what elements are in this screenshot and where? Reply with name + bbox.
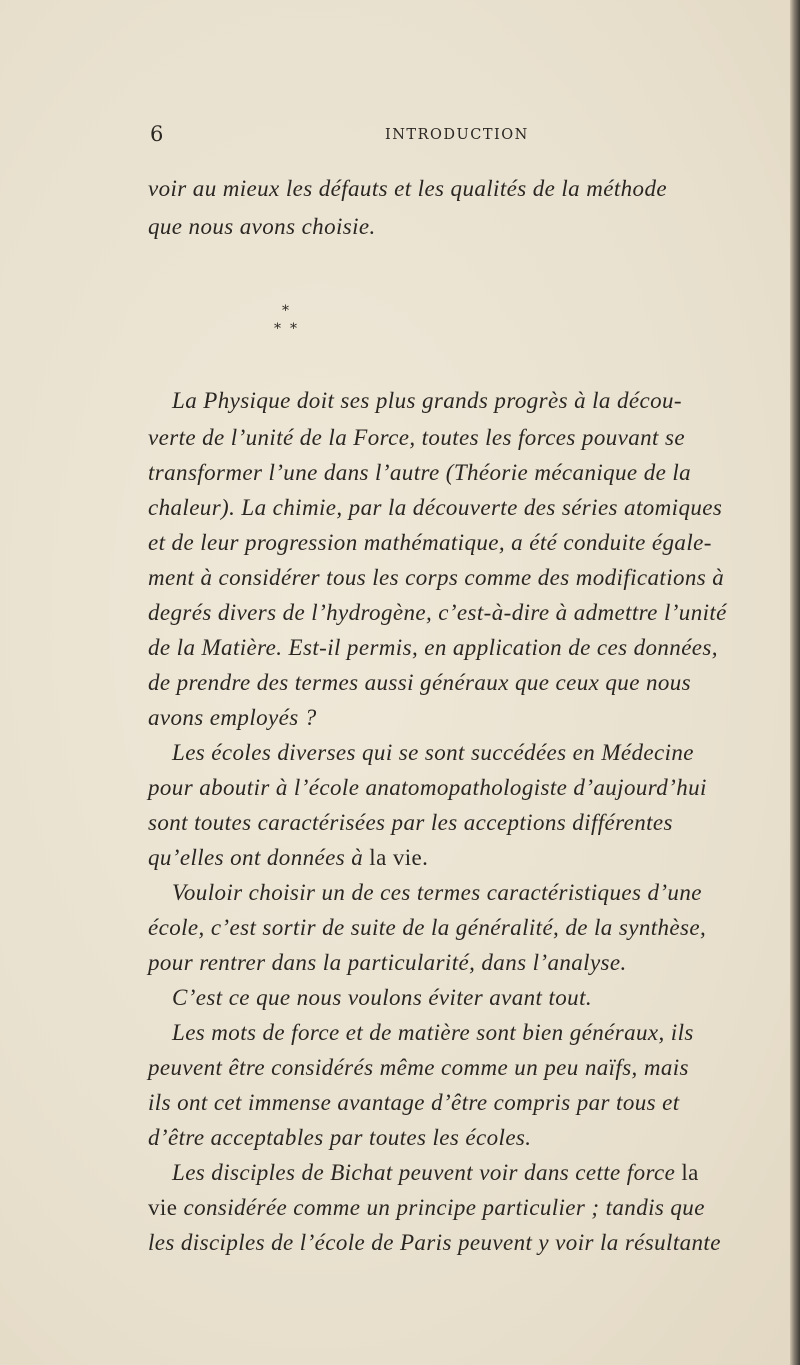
text-fragment-roman: la vie. <box>369 845 429 870</box>
text-line: peuvent être considérés même comme un peu naïfs, mais <box>148 1055 689 1080</box>
asterism-star: * <box>274 321 281 337</box>
text-line <box>148 843 768 873</box>
text-fragment: considérée comme un principe particulier ; tandis que <box>183 1195 705 1220</box>
text-line <box>172 1158 792 1188</box>
text-line: que nous avons choisie. <box>148 214 376 239</box>
text-line: ils ont cet immense avantage d’être compris par tous et <box>148 1090 680 1115</box>
text-line: de la Matière. Est-il permis, en application de ces données, <box>148 635 718 660</box>
text-line: Vouloir choisir un de ces termes caractéristiques d’une <box>172 880 702 905</box>
text-line: les disciples de l’école de Paris peuvent y voir la résultante <box>148 1230 721 1255</box>
text-line: sont toutes caractérisées par les acceptions différentes <box>148 810 673 835</box>
text-line: avons employés ? <box>148 705 317 730</box>
text-line: ment à considérer tous les corps comme des modifications à <box>148 565 725 590</box>
text-fragment: qu’elles ont données à <box>148 845 364 870</box>
text-line: pour aboutir à l’école anatomopathologiste d’aujourd’hui <box>148 775 707 800</box>
text-fragment-roman: la <box>681 1160 699 1185</box>
text-line: verte de l’unité de la Force, toutes les forces pouvant se <box>148 425 685 450</box>
page-edge-shadow <box>790 0 800 1365</box>
text-line: transformer l’une dans l’autre (Théorie mécanique de la <box>148 460 692 485</box>
page-number: 6 <box>150 122 164 146</box>
page-header <box>150 122 750 152</box>
text-line <box>148 1193 768 1223</box>
text-line: Les écoles diverses qui se sont succédées en Médecine <box>172 740 694 765</box>
text-line: voir au mieux les défauts et les qualités de la méthode <box>148 176 667 201</box>
text-line: et de leur progression mathématique, a été conduite égale- <box>148 530 712 555</box>
text-line: d’être acceptables par toutes les écoles. <box>148 1125 532 1150</box>
text-fragment-roman: vie <box>148 1195 178 1220</box>
text-line: pour rentrer dans la particularité, dans l’analyse. <box>148 950 627 975</box>
text-line: école, c’est sortir de suite de la généralité, de la synthèse, <box>148 915 707 940</box>
text-line: La Physique doit ses plus grands progrès à la décou- <box>172 388 682 413</box>
running-head: INTRODUCTION <box>385 127 529 143</box>
text-line: Les mots de force et de matière sont bien généraux, ils <box>172 1020 694 1045</box>
asterism-star: * <box>290 321 297 337</box>
text-line: degrés divers de l’hydrogène, c’est-à-dire à admettre l’unité <box>148 600 727 625</box>
text-line: C’est ce que nous voulons éviter avant tout. <box>172 985 593 1010</box>
text-fragment: Les disciples de Bichat peuvent voir dans cette force <box>172 1160 676 1185</box>
text-line: de prendre des termes aussi généraux que ceux que nous <box>148 670 692 695</box>
asterism-star: * <box>282 303 289 319</box>
section-break-asterism <box>270 300 330 340</box>
text-line: chaleur). La chimie, par la découverte des séries atomiques <box>148 495 723 520</box>
